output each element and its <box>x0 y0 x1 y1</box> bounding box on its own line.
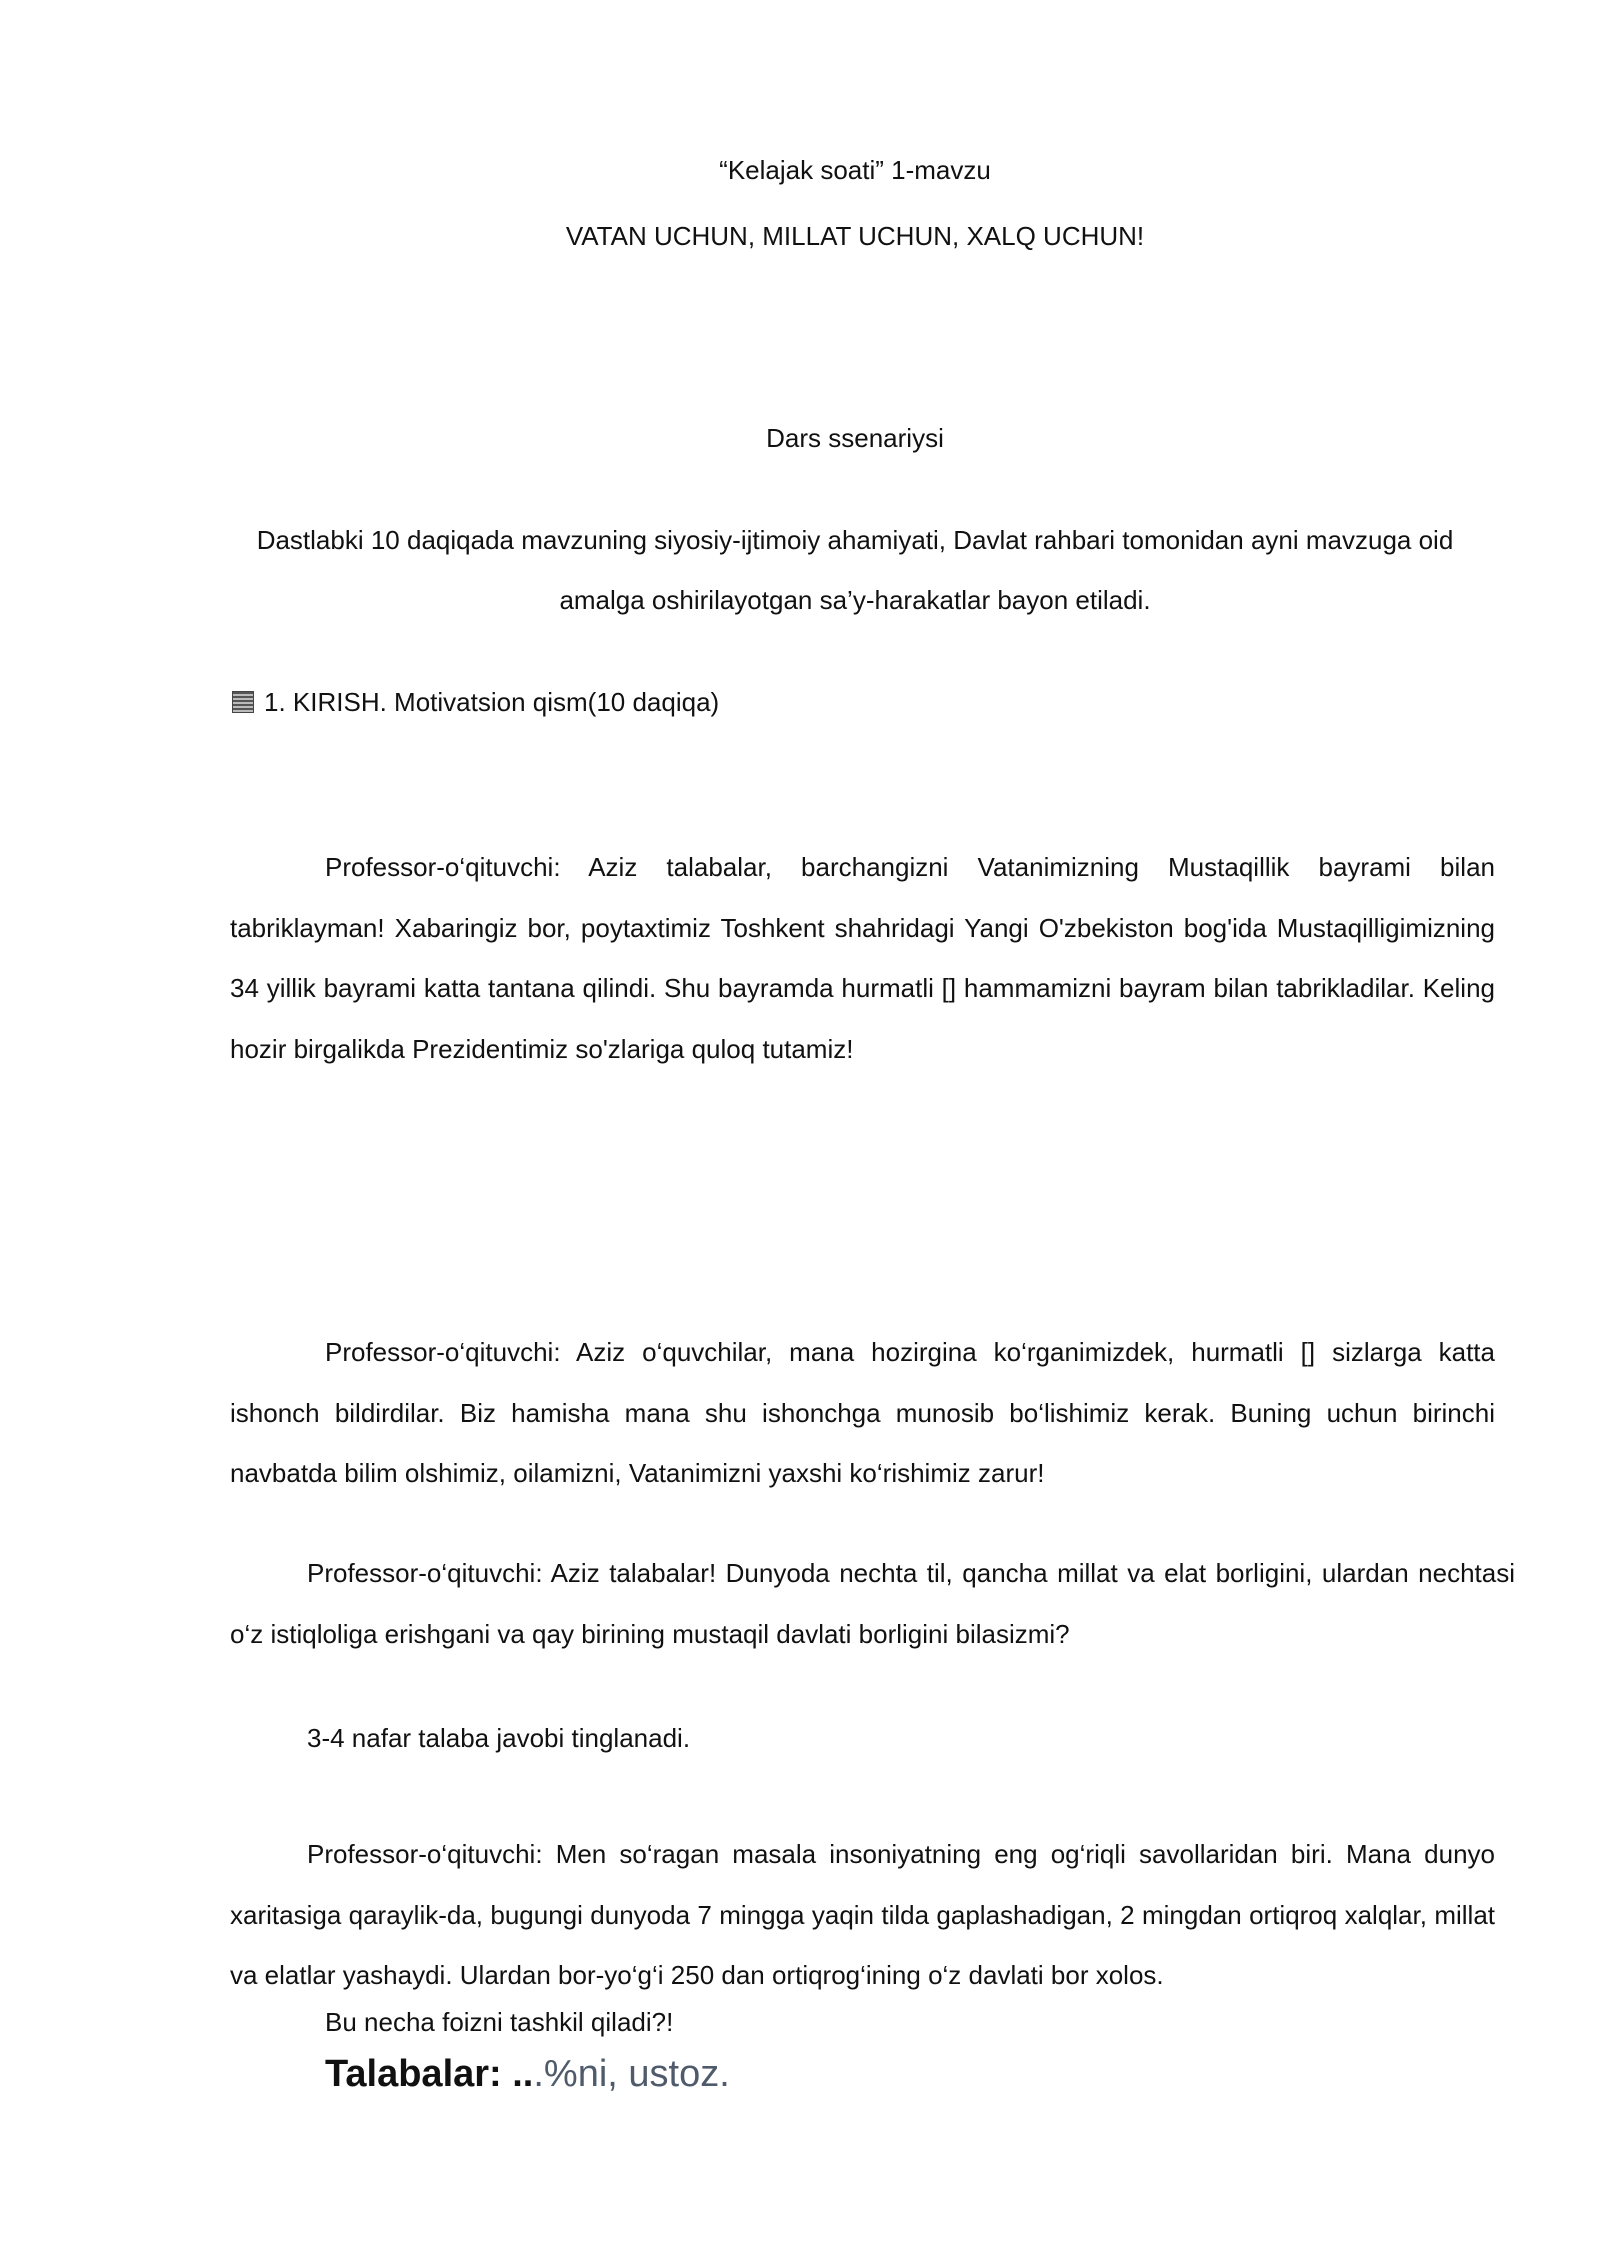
paragraph-percent-question: Bu necha foizni tashkil qiladi?! <box>325 2007 674 2037</box>
list-box-icon <box>232 691 254 713</box>
students-answer-label: Talabalar: .. <box>325 2053 534 2095</box>
paragraph-greeting: Professor-o‘qituvchi: Aziz talabalar, barchangizni Vatanimizning Mustaqillik bayrami bilan tabriklayman! Xabaringiz bor, poytaxtimiz Toshkent shahridagi Yangi O'zbekiston bog'ida Mustaqilligimizning 34 yillik bayrami katta tantana qilindi. Shu bayramda hurmatli [] hammamizni bayram bilan tabrikladilar. Keling hozir birgalikda Prezidentimiz so'zlariga quloq tutamiz! <box>230 852 1495 1064</box>
students-answer-text: .%ni, ustoz. <box>533 2053 730 2095</box>
lesson-title: VATAN UCHUN, MILLAT UCHUN, XALQ UCHUN! <box>565 221 1145 251</box>
scenario-intro-line-1: Dastlabki 10 daqiqada mavzuning siyosiy-ijtimoiy ahamiyati, Davlat rahbari tomonidan ayni mavzuga oid <box>256 525 1454 555</box>
paragraph-world-map: Professor-o‘qituvchi: Men so‘ragan masala insoniyatning eng og‘riqli savollaridan biri. Mana dunyo xaritasiga qaraylik-da, bugungi dunyoda 7 mingga yaqin tilda gaplashadigan, 2 mingdan ortiqroq xalqlar, millat va elatlar yashaydi. Ulardan bor-yo‘g‘i 250 dan ortiqrog‘ining o‘z davlati bor xolos. <box>230 1839 1495 1990</box>
scenario-label: Dars ssenariysi <box>766 423 944 453</box>
lesson-subtitle: “Kelajak soati” 1-mavzu <box>719 155 991 185</box>
paragraph-trust: Professor-o‘qituvchi: Aziz o‘quvchilar, mana hozirgina ko‘rganimizdek, hurmatli [] sizlarga katta ishonch bildirdilar. Biz hamisha mana shu ishonchga munosib bo‘lishimiz kerak. Buning uchun birinchi navbatda bilim olshimiz, oilamizni, Vatanimizni yaxshi ko‘rishimiz zarur! <box>230 1337 1495 1488</box>
students-answer <box>325 2050 730 2098</box>
paragraph-answers-note: 3-4 nafar talaba javobi tinglanadi. <box>307 1723 691 1753</box>
paragraph-question: Professor-o‘qituvchi: Aziz talabalar! Dunyoda nechta til, qancha millat va elat borligini, ulardan nechtasi o‘z istiqloliga erishgani va qay birining mustaqil davlati borligini bilasizmi? <box>230 1558 1515 1649</box>
scenario-intro-line-2: amalga oshirilayotgan sa’y-harakatlar bayon etiladi. <box>559 585 1151 615</box>
section-heading-text: 1. KIRISH. Motivatsion qism(10 daqiqa) <box>264 687 720 717</box>
section-heading <box>232 686 719 718</box>
